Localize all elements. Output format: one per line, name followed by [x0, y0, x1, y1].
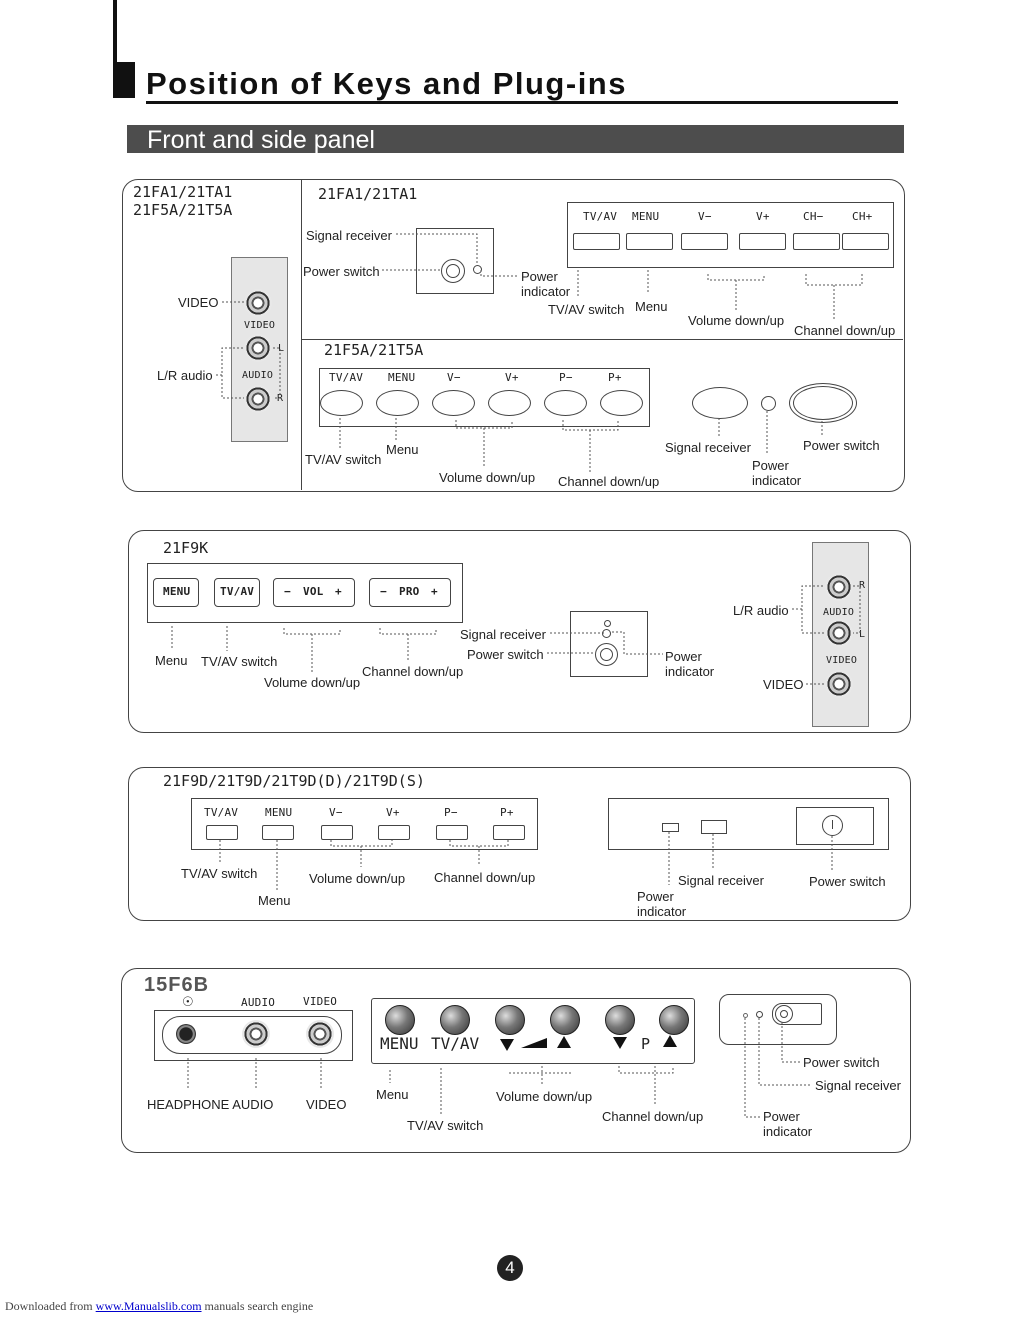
section-title: Front and side panel [147, 126, 375, 154]
vol-wedge-icon [521, 1038, 547, 1048]
p3-pminus-button[interactable] [436, 825, 468, 840]
side-jack-l: L [278, 343, 285, 354]
p4-tvav-label: TV/AV switch [407, 1118, 484, 1133]
model-15f6b: 15F6B [144, 974, 210, 996]
p3-ch-label: Channel down/up [434, 870, 536, 885]
b-pplus-button[interactable] [600, 390, 643, 416]
header-block [113, 62, 135, 98]
p3-power-indicator-icon [662, 823, 679, 832]
p3-menu-label: Menu [258, 893, 291, 908]
b-tvav-button[interactable] [320, 390, 363, 416]
p2-audio-r-jack-icon [825, 573, 853, 601]
p4-key-p: P [641, 1035, 651, 1053]
p4-signal-label: Signal receiver [815, 1078, 901, 1093]
b-indicator-label-2: indicator [752, 473, 802, 488]
b-key-label-pplus: P+ [608, 371, 622, 384]
ch-up-arrow-icon [663, 1035, 677, 1047]
p2-indicator-label-2: indicator [665, 664, 715, 679]
b-key-label-menu: MENU [388, 371, 416, 384]
audio-r-jack-icon [244, 385, 272, 413]
p2-ch-label: Channel down/up [362, 664, 464, 679]
p3-key-label-pplus: P+ [500, 806, 514, 819]
p2-lr-label: L/R audio [733, 603, 789, 618]
p2-key-vol-plus: + [335, 585, 342, 598]
p3-key-label-vplus: V+ [386, 806, 400, 819]
a-key-label-menu: MENU [632, 210, 660, 223]
model-21f9k: 21F9K [163, 539, 209, 557]
footer-suffix: manuals search engine [204, 1299, 314, 1313]
p2-video-jack-icon [825, 670, 853, 698]
p3-vminus-button[interactable] [321, 825, 353, 840]
a-menu-button[interactable] [626, 233, 673, 250]
a-signal-label: Signal receiver [306, 228, 392, 243]
p4-headphone-label: HEADPHONE AUDIO [147, 1097, 274, 1112]
a-ch-label: Channel down/up [794, 323, 896, 338]
p3-key-label-pminus: P− [444, 806, 458, 819]
p2-indicator-icon [602, 629, 611, 638]
p4-key-menu: MENU [380, 1034, 419, 1053]
p3-indicator-label-1: Power [637, 889, 674, 904]
p3-pplus-button[interactable] [493, 825, 525, 840]
p3-signal-label: Signal receiver [678, 873, 764, 888]
p4-vol-label: Volume down/up [496, 1089, 593, 1104]
b-power-indicator-icon [761, 396, 776, 411]
p4-key-tvav: TV/AV [431, 1034, 480, 1053]
side-model-2: 21F5A/21T5A [133, 201, 233, 219]
b-pminus-button[interactable] [544, 390, 587, 416]
b-key-label-pminus: P− [559, 371, 573, 384]
b-vplus-button[interactable] [488, 390, 531, 416]
a-vminus-button[interactable] [681, 233, 728, 250]
p4-tvav-button[interactable] [440, 1005, 470, 1035]
p2-key-vol-minus: − [284, 585, 291, 598]
p2-jack-video-label: VIDEO [826, 655, 858, 666]
a-tvav-label: TV/AV switch [548, 302, 625, 317]
p3-tvav-label: TV/AV switch [181, 866, 258, 881]
model-21f9d: 21F9D/21T9D/21T9D(D)/21T9D(S) [163, 772, 425, 790]
p4-power-switch-inner-icon [780, 1010, 788, 1018]
p4-power-label: Power switch [803, 1055, 880, 1070]
b-key-label-tvav: TV/AV [329, 371, 364, 384]
p4-jack-video-label: VIDEO [303, 995, 338, 1008]
b-key-label-vminus: V− [447, 371, 461, 384]
p2-signal-label: Signal receiver [460, 627, 546, 642]
page-number: 4 [505, 1258, 515, 1277]
p2-key-tvav: TV/AV [220, 585, 255, 598]
a-chminus-button[interactable] [793, 233, 840, 250]
p4-menu-label: Menu [376, 1087, 409, 1102]
b-power-label: Power switch [803, 438, 880, 453]
p2-video-label: VIDEO [763, 677, 804, 692]
audio-l-jack-icon [244, 334, 272, 362]
vol-down-arrow-icon [500, 1039, 514, 1051]
a-chplus-button[interactable] [842, 233, 889, 250]
a-key-label-vminus: V− [698, 210, 712, 223]
p3-signal-receiver-icon [701, 820, 727, 834]
b-ch-label: Channel down/up [558, 474, 660, 489]
a-menu-label: Menu [635, 299, 668, 314]
p2-menu-label: Menu [155, 653, 188, 668]
video-jack-icon [244, 289, 272, 317]
power-indicator-icon [473, 265, 482, 274]
a-vplus-button[interactable] [739, 233, 786, 250]
p2-signal-receiver-icon [604, 620, 611, 627]
p4-signal-receiver-icon [756, 1011, 763, 1018]
p3-key-label-tvav: TV/AV [204, 806, 239, 819]
b-power-switch-inner-icon [793, 386, 853, 420]
p2-key-menu: MENU [163, 585, 191, 598]
ch-down-arrow-icon [613, 1037, 627, 1049]
a-key-label-chminus: CH− [803, 210, 824, 223]
p3-key-label-menu: MENU [265, 806, 293, 819]
p2-audio-l-jack-icon [825, 619, 853, 647]
panel1-divider-horizontal [301, 339, 903, 340]
p3-vplus-button[interactable] [378, 825, 410, 840]
p2-key-pro-minus: − [380, 585, 387, 598]
page-title: Position of Keys and Plug-ins [146, 66, 627, 101]
b-key-label-vplus: V+ [505, 371, 519, 384]
p4-audio-jack-icon [242, 1020, 270, 1048]
p4-jack-audio-label: AUDIO [241, 996, 276, 1009]
a-vol-label: Volume down/up [688, 313, 785, 328]
side-lr-label: L/R audio [157, 368, 213, 383]
b-vol-label: Volume down/up [439, 470, 536, 485]
p3-key-panel [191, 798, 538, 850]
a-tvav-button[interactable] [573, 233, 620, 250]
side-video-label: VIDEO [178, 295, 219, 310]
p4-ch-label: Channel down/up [602, 1109, 704, 1124]
p2-key-pro-plus: + [431, 585, 438, 598]
p4-video-label: VIDEO [306, 1097, 347, 1112]
title-underline [146, 101, 898, 104]
b-indicator-label-1: Power [752, 458, 789, 473]
p2-tvav-label: TV/AV switch [201, 654, 278, 669]
b-signal-label: Signal receiver [665, 440, 751, 455]
p2-jack-l: L [859, 629, 866, 640]
p3-menu-button[interactable] [262, 825, 294, 840]
panel1-divider-vertical [301, 180, 302, 490]
p3-vol-label: Volume down/up [309, 871, 406, 886]
p2-vol-label: Volume down/up [264, 675, 361, 690]
a-key-label-tvav: TV/AV [583, 210, 618, 223]
footer-prefix: Downloaded from [5, 1299, 93, 1313]
p2-power-label: Power switch [467, 647, 544, 662]
side-jack-audio-label: AUDIO [242, 370, 274, 381]
p3-key-label-vminus: V− [329, 806, 343, 819]
p4-indicator-icon [743, 1013, 748, 1018]
p3-indicator-label-2: indicator [637, 904, 687, 919]
p3-power-switch-mark-icon [832, 820, 833, 829]
side-model-1: 21FA1/21TA1 [133, 183, 233, 201]
b-menu-label: Menu [386, 442, 419, 457]
p2-jack-audio-label: AUDIO [823, 607, 855, 618]
a-key-label-chplus: CH+ [852, 210, 873, 223]
p3-tvav-button[interactable] [206, 825, 238, 840]
p4-ch-up-button[interactable] [659, 1005, 689, 1035]
p4-video-jack-icon [306, 1020, 334, 1048]
a-indicator-label-2: indicator [521, 284, 571, 299]
p2-key-pro: PRO [399, 585, 420, 598]
p4-key-panel [371, 998, 695, 1064]
p3-power-label: Power switch [809, 874, 886, 889]
p2-jack-r: R [859, 580, 866, 591]
p4-indicator-label-1: Power [763, 1109, 800, 1124]
model-21f5a: 21F5A/21T5A [324, 341, 424, 359]
side-jack-r: R [277, 393, 284, 404]
p4-indicator-label-2: indicator [763, 1124, 813, 1139]
a-key-label-vplus: V+ [756, 210, 770, 223]
side-jack-video-label: VIDEO [244, 320, 276, 331]
b-menu-button[interactable] [376, 390, 419, 416]
model-21fa1: 21FA1/21TA1 [318, 185, 418, 203]
p4-menu-button[interactable] [385, 1005, 415, 1035]
p2-power-switch-inner-icon [600, 648, 613, 661]
p4-vol-down-button[interactable] [495, 1005, 525, 1035]
headphone-icon: ☉ [182, 994, 194, 1009]
b-signal-receiver-icon [692, 387, 748, 419]
p2-indicator-label-1: Power [665, 649, 702, 664]
power-switch-inner-icon [446, 264, 460, 278]
a-power-label: Power switch [303, 264, 380, 279]
a-indicator-label-1: Power [521, 269, 558, 284]
footer [5, 1299, 313, 1314]
footer-link[interactable]: www.Manualslib.com [95, 1299, 202, 1313]
p2-key-vol: VOL [303, 585, 324, 598]
vol-up-arrow-icon [557, 1036, 571, 1048]
b-tvav-label: TV/AV switch [305, 452, 382, 467]
p4-vol-up-button[interactable] [550, 1005, 580, 1035]
p4-ch-down-button[interactable] [605, 1005, 635, 1035]
b-vminus-button[interactable] [432, 390, 475, 416]
headphone-jack-icon [176, 1024, 196, 1044]
